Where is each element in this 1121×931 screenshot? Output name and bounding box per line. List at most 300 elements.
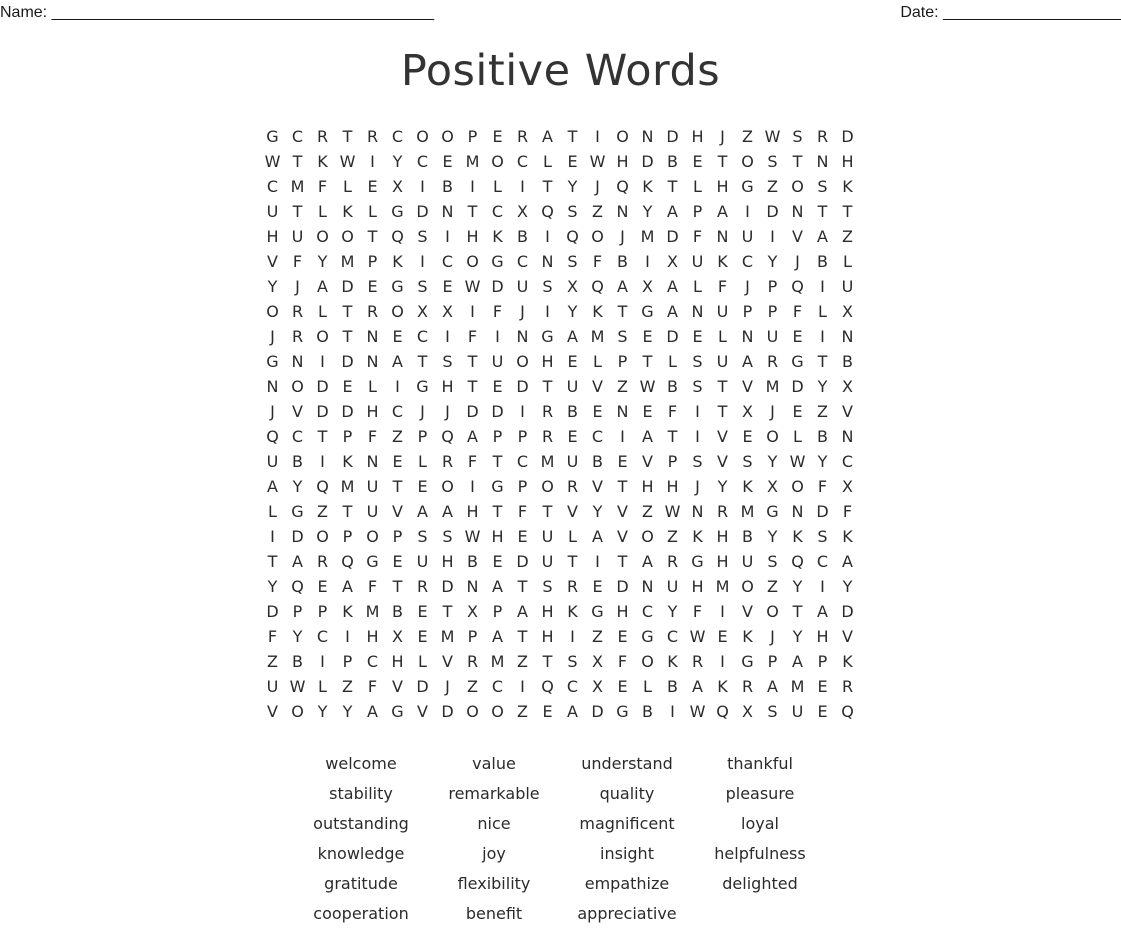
grid-letter[interactable]: X xyxy=(442,302,453,321)
grid-letter[interactable]: M xyxy=(790,677,805,696)
grid-letter[interactable]: T xyxy=(292,202,303,221)
grid-letter[interactable]: C xyxy=(841,452,854,471)
grid-letter[interactable]: S xyxy=(567,652,578,671)
grid-letter[interactable]: N xyxy=(791,202,804,221)
grid-letter[interactable]: A xyxy=(392,352,403,371)
grid-letter[interactable]: W xyxy=(689,627,706,646)
grid-letter[interactable]: U xyxy=(541,527,554,546)
grid-letter[interactable]: J xyxy=(420,402,425,421)
grid-letter[interactable]: J xyxy=(795,252,800,271)
grid-letter[interactable]: A xyxy=(667,202,678,221)
grid-letter[interactable]: G xyxy=(266,127,279,146)
grid-letter[interactable]: C xyxy=(416,327,429,346)
grid-letter[interactable]: F xyxy=(692,227,703,246)
grid-letter[interactable]: N xyxy=(616,402,629,421)
grid-letter[interactable]: P xyxy=(367,252,378,271)
grid-letter[interactable]: E xyxy=(567,352,578,371)
grid-letter[interactable]: Z xyxy=(317,502,328,521)
grid-letter[interactable]: C xyxy=(366,652,379,671)
grid-letter[interactable]: I xyxy=(520,677,525,696)
grid-letter[interactable]: T xyxy=(542,177,553,196)
grid-letter[interactable]: M xyxy=(715,577,730,596)
grid-letter[interactable]: Z xyxy=(342,677,353,696)
grid-letter[interactable]: S xyxy=(417,527,428,546)
grid-letter[interactable]: M xyxy=(740,502,755,521)
grid-letter[interactable]: E xyxy=(492,552,503,571)
grid-letter[interactable]: A xyxy=(642,427,653,446)
grid-letter[interactable]: N xyxy=(366,327,379,346)
grid-letter[interactable]: T xyxy=(817,352,828,371)
grid-letter[interactable]: F xyxy=(317,177,328,196)
grid-letter[interactable]: O xyxy=(316,527,329,546)
grid-letter[interactable]: I xyxy=(745,202,750,221)
grid-letter[interactable]: O xyxy=(616,127,629,146)
grid-letter[interactable]: G xyxy=(591,602,604,621)
grid-letter[interactable]: B xyxy=(667,152,678,171)
grid-letter[interactable]: G xyxy=(491,252,504,271)
grid-letter[interactable]: R xyxy=(291,327,304,346)
grid-letter[interactable]: E xyxy=(392,452,403,471)
grid-letter[interactable]: P xyxy=(492,427,503,446)
grid-letter[interactable]: N xyxy=(266,377,279,396)
grid-letter[interactable]: Z xyxy=(517,652,528,671)
grid-letter[interactable]: C xyxy=(391,402,404,421)
grid-letter[interactable]: Z xyxy=(517,702,528,721)
grid-letter[interactable]: T xyxy=(542,652,553,671)
grid-letter[interactable]: F xyxy=(292,252,303,271)
grid-letter[interactable]: A xyxy=(817,227,828,246)
grid-letter[interactable]: T xyxy=(467,352,478,371)
grid-letter[interactable]: Z xyxy=(617,377,628,396)
grid-letter[interactable]: F xyxy=(792,302,803,321)
grid-letter[interactable]: E xyxy=(417,602,428,621)
grid-letter[interactable]: A xyxy=(692,677,703,696)
grid-letter[interactable]: N xyxy=(291,352,304,371)
grid-letter[interactable]: L xyxy=(343,177,352,196)
grid-letter[interactable]: M xyxy=(365,602,380,621)
grid-letter[interactable]: F xyxy=(592,252,603,271)
grid-letter[interactable]: I xyxy=(495,327,500,346)
grid-letter[interactable]: T xyxy=(717,152,728,171)
grid-letter[interactable]: P xyxy=(667,452,678,471)
grid-letter[interactable]: S xyxy=(617,327,628,346)
grid-letter[interactable]: L xyxy=(643,677,652,696)
grid-letter[interactable]: L xyxy=(843,252,852,271)
grid-letter[interactable]: U xyxy=(541,552,554,571)
grid-letter[interactable]: A xyxy=(417,502,428,521)
grid-letter[interactable]: T xyxy=(567,552,578,571)
grid-letter[interactable]: W xyxy=(464,527,481,546)
grid-letter[interactable]: W xyxy=(289,677,306,696)
grid-letter[interactable]: I xyxy=(545,227,550,246)
grid-letter[interactable]: D xyxy=(666,227,679,246)
grid-letter[interactable]: B xyxy=(517,227,528,246)
grid-letter[interactable]: U xyxy=(566,452,579,471)
grid-letter[interactable]: K xyxy=(592,302,603,321)
grid-letter[interactable]: Y xyxy=(317,702,328,721)
grid-letter[interactable]: M xyxy=(465,152,480,171)
grid-letter[interactable]: E xyxy=(717,627,728,646)
grid-letter[interactable]: L xyxy=(318,302,327,321)
grid-letter[interactable]: E xyxy=(617,677,628,696)
grid-letter[interactable]: E xyxy=(517,527,528,546)
grid-letter[interactable]: N xyxy=(616,202,629,221)
grid-letter[interactable]: W xyxy=(789,452,806,471)
grid-letter[interactable]: V xyxy=(267,702,278,721)
grid-letter[interactable]: K xyxy=(742,477,753,496)
grid-letter[interactable]: H xyxy=(616,602,629,621)
grid-letter[interactable]: E xyxy=(692,327,703,346)
grid-letter[interactable]: X xyxy=(842,377,853,396)
grid-letter[interactable]: B xyxy=(617,252,628,271)
grid-letter[interactable]: B xyxy=(567,402,578,421)
grid-letter[interactable]: Y xyxy=(392,152,403,171)
grid-letter[interactable]: E xyxy=(692,152,703,171)
grid-letter[interactable]: P xyxy=(767,277,778,296)
grid-letter[interactable]: Y xyxy=(292,627,303,646)
grid-letter[interactable]: F xyxy=(367,577,378,596)
grid-letter[interactable]: P xyxy=(492,602,503,621)
grid-letter[interactable]: Y xyxy=(767,252,778,271)
grid-letter[interactable]: Q xyxy=(591,277,604,296)
grid-letter[interactable]: I xyxy=(395,377,400,396)
grid-letter[interactable]: H xyxy=(366,627,379,646)
grid-letter[interactable]: S xyxy=(442,527,453,546)
grid-letter[interactable]: E xyxy=(817,677,828,696)
grid-letter[interactable]: T xyxy=(717,402,728,421)
grid-letter[interactable]: Y xyxy=(292,477,303,496)
grid-letter[interactable]: O xyxy=(791,177,804,196)
grid-letter[interactable]: H xyxy=(541,352,554,371)
grid-letter[interactable]: F xyxy=(492,302,503,321)
grid-letter[interactable]: I xyxy=(570,627,575,646)
grid-letter[interactable]: A xyxy=(842,552,853,571)
grid-letter[interactable]: J xyxy=(295,277,300,296)
grid-letter[interactable]: I xyxy=(695,427,700,446)
grid-letter[interactable]: G xyxy=(541,327,554,346)
grid-letter[interactable]: T xyxy=(542,502,553,521)
grid-letter[interactable]: D xyxy=(591,702,604,721)
grid-letter[interactable]: C xyxy=(516,152,529,171)
grid-letter[interactable]: J xyxy=(720,127,725,146)
grid-letter[interactable]: E xyxy=(792,402,803,421)
grid-letter[interactable]: O xyxy=(466,702,479,721)
grid-letter[interactable]: D xyxy=(616,577,629,596)
grid-letter[interactable]: L xyxy=(568,527,577,546)
grid-letter[interactable]: D xyxy=(316,377,329,396)
grid-letter[interactable]: Q xyxy=(791,277,804,296)
grid-letter[interactable]: T xyxy=(267,552,278,571)
grid-letter[interactable]: G xyxy=(691,552,704,571)
grid-letter[interactable]: L xyxy=(818,302,827,321)
grid-letter[interactable]: C xyxy=(666,627,679,646)
grid-letter[interactable]: E xyxy=(342,377,353,396)
grid-letter[interactable]: K xyxy=(842,177,853,196)
grid-letter[interactable]: R xyxy=(566,577,579,596)
grid-letter[interactable]: E xyxy=(792,327,803,346)
grid-letter[interactable]: T xyxy=(442,602,453,621)
grid-letter[interactable]: Y xyxy=(567,302,578,321)
grid-letter[interactable]: T xyxy=(567,127,578,146)
name-field[interactable]: Name: ___________________________________________ xyxy=(0,4,435,21)
grid-letter[interactable]: H xyxy=(666,477,679,496)
grid-letter[interactable]: L xyxy=(368,377,377,396)
grid-letter[interactable]: T xyxy=(342,502,353,521)
grid-letter[interactable]: N xyxy=(691,502,704,521)
grid-letter[interactable]: T xyxy=(617,477,628,496)
grid-letter[interactable]: V xyxy=(292,402,303,421)
grid-letter[interactable]: A xyxy=(317,277,328,296)
grid-letter[interactable]: T xyxy=(517,627,528,646)
grid-letter[interactable]: T xyxy=(467,202,478,221)
grid-letter[interactable]: F xyxy=(667,402,678,421)
grid-letter[interactable]: T xyxy=(667,427,678,446)
grid-letter[interactable]: I xyxy=(820,277,825,296)
grid-letter[interactable]: S xyxy=(692,352,703,371)
grid-letter[interactable]: I xyxy=(820,577,825,596)
grid-letter[interactable]: I xyxy=(720,652,725,671)
grid-letter[interactable]: O xyxy=(441,477,454,496)
grid-letter[interactable]: S xyxy=(742,452,753,471)
grid-letter[interactable]: G xyxy=(291,502,304,521)
grid-letter[interactable]: O xyxy=(341,227,354,246)
grid-letter[interactable]: H xyxy=(466,227,479,246)
grid-letter[interactable]: B xyxy=(292,652,303,671)
grid-letter[interactable]: V xyxy=(617,502,628,521)
grid-letter[interactable]: Z xyxy=(742,127,753,146)
grid-letter[interactable]: W xyxy=(764,127,781,146)
grid-letter[interactable]: H xyxy=(841,152,854,171)
grid-letter[interactable]: G xyxy=(391,277,404,296)
grid-letter[interactable]: W xyxy=(264,152,281,171)
grid-letter[interactable]: L xyxy=(268,502,277,521)
grid-letter[interactable]: Y xyxy=(267,577,278,596)
grid-letter[interactable]: E xyxy=(417,477,428,496)
grid-letter[interactable]: Y xyxy=(817,377,828,396)
grid-letter[interactable]: N xyxy=(791,502,804,521)
grid-letter[interactable]: F xyxy=(717,277,728,296)
grid-letter[interactable]: U xyxy=(716,352,729,371)
grid-letter[interactable]: R xyxy=(466,652,479,671)
grid-letter[interactable]: R xyxy=(541,402,554,421)
grid-letter[interactable]: O xyxy=(791,477,804,496)
grid-letter[interactable]: C xyxy=(491,202,504,221)
grid-letter[interactable]: X xyxy=(517,202,528,221)
grid-letter[interactable]: A xyxy=(567,327,578,346)
grid-letter[interactable]: I xyxy=(545,302,550,321)
grid-letter[interactable]: F xyxy=(517,502,528,521)
grid-letter[interactable]: A xyxy=(667,302,678,321)
grid-letter[interactable]: K xyxy=(642,177,653,196)
grid-letter[interactable]: V xyxy=(717,452,728,471)
grid-letter[interactable]: O xyxy=(391,302,404,321)
grid-letter[interactable]: G xyxy=(391,702,404,721)
grid-letter[interactable]: V xyxy=(267,252,278,271)
grid-letter[interactable]: E xyxy=(617,627,628,646)
grid-letter[interactable]: I xyxy=(470,302,475,321)
grid-letter[interactable]: J xyxy=(770,402,775,421)
grid-letter[interactable]: G xyxy=(366,552,379,571)
grid-letter[interactable]: M xyxy=(540,452,555,471)
grid-letter[interactable]: O xyxy=(641,652,654,671)
grid-letter[interactable]: Z xyxy=(767,177,778,196)
grid-letter[interactable]: S xyxy=(767,152,778,171)
grid-letter[interactable]: D xyxy=(666,127,679,146)
grid-letter[interactable]: P xyxy=(292,602,303,621)
grid-letter[interactable]: V xyxy=(442,652,453,671)
grid-letter[interactable]: N xyxy=(841,427,854,446)
grid-letter[interactable]: E xyxy=(442,152,453,171)
grid-letter[interactable]: P xyxy=(692,202,703,221)
grid-letter[interactable]: Z xyxy=(592,202,603,221)
grid-letter[interactable]: B xyxy=(667,677,678,696)
grid-letter[interactable]: S xyxy=(442,352,453,371)
grid-letter[interactable]: Y xyxy=(792,577,803,596)
grid-letter[interactable]: H xyxy=(691,577,704,596)
grid-letter[interactable]: T xyxy=(392,477,403,496)
grid-letter[interactable]: J xyxy=(270,327,275,346)
grid-letter[interactable]: D xyxy=(341,352,354,371)
grid-letter[interactable]: E xyxy=(417,627,428,646)
grid-letter[interactable]: R xyxy=(666,552,679,571)
grid-letter[interactable]: L xyxy=(418,452,427,471)
grid-letter[interactable]: T xyxy=(342,327,353,346)
grid-letter[interactable]: P xyxy=(517,427,528,446)
grid-letter[interactable]: K xyxy=(692,527,703,546)
grid-letter[interactable]: S xyxy=(692,377,703,396)
grid-letter[interactable]: V xyxy=(717,427,728,446)
grid-letter[interactable]: X xyxy=(842,477,853,496)
grid-letter[interactable]: O xyxy=(741,577,754,596)
grid-letter[interactable]: G xyxy=(741,652,754,671)
grid-letter[interactable]: J xyxy=(745,277,750,296)
grid-letter[interactable]: E xyxy=(567,427,578,446)
grid-letter[interactable]: I xyxy=(370,152,375,171)
grid-letter[interactable]: Y xyxy=(567,177,578,196)
grid-letter[interactable]: E xyxy=(367,277,378,296)
grid-letter[interactable]: M xyxy=(290,177,305,196)
grid-letter[interactable]: I xyxy=(270,527,275,546)
grid-letter[interactable]: E xyxy=(742,427,753,446)
grid-letter[interactable]: I xyxy=(445,327,450,346)
grid-letter[interactable]: T xyxy=(642,352,653,371)
date-field[interactable]: Date: ____________________ xyxy=(900,4,1121,21)
grid-letter[interactable]: X xyxy=(592,677,603,696)
grid-letter[interactable]: T xyxy=(792,602,803,621)
grid-letter[interactable]: U xyxy=(366,502,379,521)
grid-letter[interactable]: E xyxy=(392,552,403,571)
grid-letter[interactable]: H xyxy=(691,127,704,146)
grid-letter[interactable]: P xyxy=(467,127,478,146)
grid-letter[interactable]: M xyxy=(340,252,355,271)
grid-letter[interactable]: B xyxy=(842,352,853,371)
grid-letter[interactable]: U xyxy=(841,277,854,296)
grid-letter[interactable]: H xyxy=(491,527,504,546)
grid-letter[interactable]: A xyxy=(592,527,603,546)
grid-letter[interactable]: H xyxy=(541,627,554,646)
grid-letter[interactable]: Q xyxy=(291,577,304,596)
grid-letter[interactable]: L xyxy=(318,202,327,221)
grid-letter[interactable]: V xyxy=(742,602,753,621)
grid-letter[interactable]: C xyxy=(291,427,304,446)
grid-letter[interactable]: L xyxy=(418,652,427,671)
grid-letter[interactable]: T xyxy=(367,227,378,246)
grid-letter[interactable]: O xyxy=(316,227,329,246)
grid-letter[interactable]: T xyxy=(617,302,628,321)
grid-letter[interactable]: G xyxy=(416,377,429,396)
grid-letter[interactable]: P xyxy=(517,477,528,496)
grid-letter[interactable]: V xyxy=(392,677,403,696)
grid-letter[interactable]: I xyxy=(445,227,450,246)
grid-letter[interactable]: K xyxy=(342,452,353,471)
grid-letter[interactable]: H xyxy=(266,227,279,246)
grid-letter[interactable]: R xyxy=(366,302,379,321)
grid-letter[interactable]: V xyxy=(842,402,853,421)
grid-letter[interactable]: R xyxy=(441,452,454,471)
grid-letter[interactable]: R xyxy=(566,477,579,496)
grid-letter[interactable]: A xyxy=(567,702,578,721)
grid-letter[interactable]: S xyxy=(567,202,578,221)
grid-letter[interactable]: E xyxy=(542,702,553,721)
grid-letter[interactable]: S xyxy=(417,277,428,296)
grid-letter[interactable]: H xyxy=(441,377,454,396)
grid-letter[interactable]: R xyxy=(816,127,829,146)
grid-letter[interactable]: K xyxy=(317,152,328,171)
grid-letter[interactable]: Q xyxy=(541,202,554,221)
grid-letter[interactable]: J xyxy=(445,677,450,696)
grid-letter[interactable]: I xyxy=(770,227,775,246)
grid-letter[interactable]: T xyxy=(342,127,353,146)
grid-letter[interactable]: Y xyxy=(342,702,353,721)
grid-letter[interactable]: R xyxy=(516,127,529,146)
grid-letter[interactable]: D xyxy=(641,152,654,171)
grid-letter[interactable]: K xyxy=(842,652,853,671)
grid-letter[interactable]: H xyxy=(441,552,454,571)
grid-letter[interactable]: W xyxy=(464,277,481,296)
grid-letter[interactable]: L xyxy=(668,352,677,371)
grid-letter[interactable]: P xyxy=(342,652,353,671)
grid-letter[interactable]: O xyxy=(641,527,654,546)
grid-letter[interactable]: I xyxy=(595,127,600,146)
grid-letter[interactable]: A xyxy=(667,277,678,296)
grid-letter[interactable]: H xyxy=(716,527,729,546)
grid-letter[interactable]: G xyxy=(641,627,654,646)
grid-letter[interactable]: Z xyxy=(817,402,828,421)
grid-letter[interactable]: V xyxy=(617,527,628,546)
grid-letter[interactable]: Y xyxy=(642,202,653,221)
grid-letter[interactable]: Z xyxy=(267,652,278,671)
grid-letter[interactable]: N xyxy=(841,327,854,346)
grid-letter[interactable]: F xyxy=(267,627,278,646)
grid-letter[interactable]: I xyxy=(520,177,525,196)
grid-letter[interactable]: I xyxy=(320,352,325,371)
grid-letter[interactable]: I xyxy=(320,652,325,671)
grid-letter[interactable]: J xyxy=(270,402,275,421)
grid-letter[interactable]: G xyxy=(491,477,504,496)
grid-letter[interactable]: P xyxy=(342,527,353,546)
grid-letter[interactable]: B xyxy=(392,602,403,621)
grid-letter[interactable]: C xyxy=(391,127,404,146)
grid-letter[interactable]: U xyxy=(691,252,704,271)
grid-letter[interactable]: A xyxy=(717,202,728,221)
grid-letter[interactable]: E xyxy=(442,277,453,296)
grid-letter[interactable]: Q xyxy=(266,427,279,446)
grid-letter[interactable]: C xyxy=(516,252,529,271)
grid-letter[interactable]: N xyxy=(466,577,479,596)
grid-letter[interactable]: A xyxy=(767,677,778,696)
grid-letter[interactable]: A xyxy=(792,652,803,671)
grid-letter[interactable]: V xyxy=(392,502,403,521)
